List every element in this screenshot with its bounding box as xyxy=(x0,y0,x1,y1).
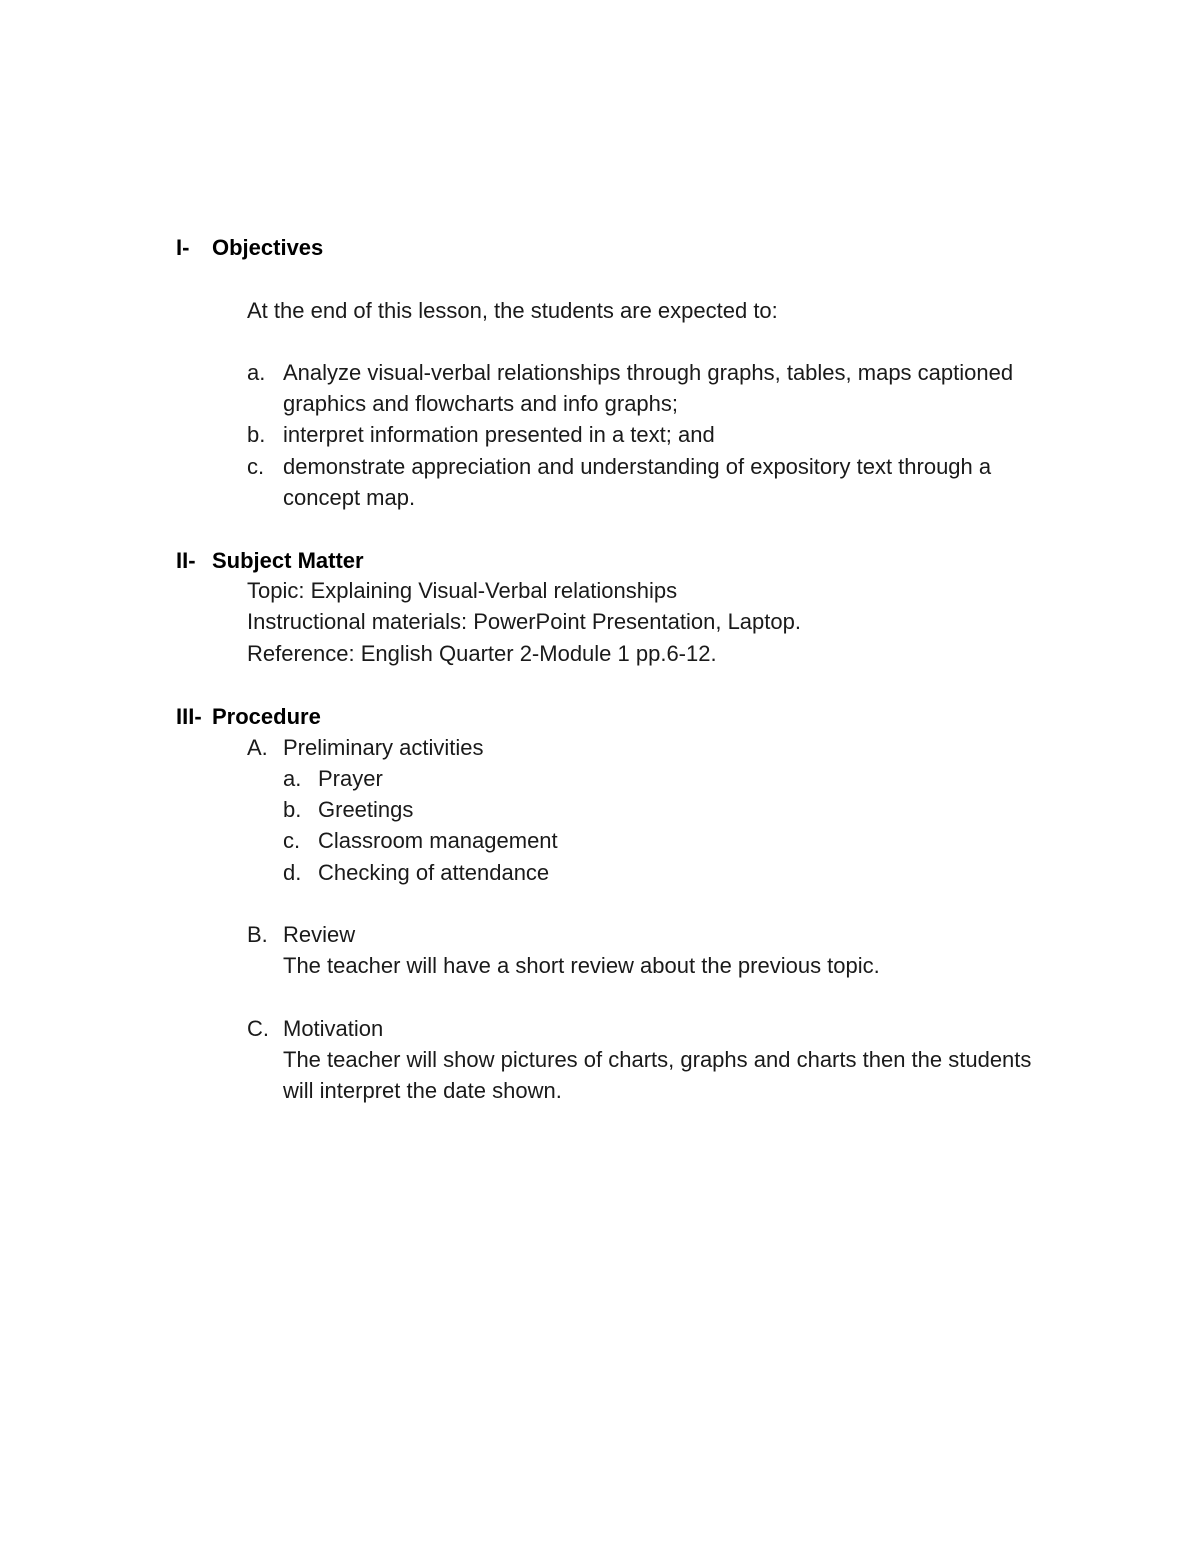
list-item-text: Classroom management xyxy=(318,828,558,853)
section-numeral: I- xyxy=(176,235,190,260)
list-marker: a. xyxy=(247,360,266,385)
section-heading: Procedure xyxy=(212,704,321,729)
part-title: Review xyxy=(283,922,356,947)
list-item-text: Analyze visual-verbal relationships through graphs, tables, maps captioned xyxy=(283,360,1014,385)
list-item-text: concept map. xyxy=(283,485,416,510)
section-numeral: II- xyxy=(176,548,196,573)
part-description: The teacher will show pictures of charts, graphs and charts then the students xyxy=(283,1047,1032,1072)
part-marker: B. xyxy=(247,922,268,947)
list-marker: d. xyxy=(283,860,302,885)
part-description: The teacher will have a short review about the previous topic. xyxy=(283,953,880,978)
part-title: Motivation xyxy=(283,1016,384,1041)
list-item-text: graphics and flowcharts and info graphs; xyxy=(283,391,679,416)
list-item-text: interpret information presented in a text; and xyxy=(283,422,715,447)
part-description: will interpret the date shown. xyxy=(283,1078,562,1103)
objectives-intro: At the end of this lesson, the students are expected to: xyxy=(247,298,778,323)
list-item-text: Prayer xyxy=(318,766,383,791)
subject-topic: Topic: Explaining Visual-Verbal relationships xyxy=(247,578,678,603)
section-heading: Subject Matter xyxy=(212,548,364,573)
subject-materials: Instructional materials: PowerPoint Presentation, Laptop. xyxy=(247,609,801,634)
list-marker: b. xyxy=(283,797,302,822)
subject-reference: Reference: English Quarter 2-Module 1 pp.6-12. xyxy=(247,641,717,666)
part-marker: A. xyxy=(247,735,268,760)
list-marker: c. xyxy=(247,454,265,479)
section-heading: Objectives xyxy=(212,235,324,260)
part-marker: C. xyxy=(247,1016,269,1041)
section-numeral: III- xyxy=(176,704,202,729)
list-marker: c. xyxy=(283,828,301,853)
list-marker: a. xyxy=(283,766,302,791)
list-item-text: Greetings xyxy=(318,797,414,822)
list-item-text: Checking of attendance xyxy=(318,860,550,885)
part-title: Preliminary activities xyxy=(283,735,484,760)
list-marker: b. xyxy=(247,422,266,447)
list-item-text: demonstrate appreciation and understanding of expository text through a xyxy=(283,454,992,479)
